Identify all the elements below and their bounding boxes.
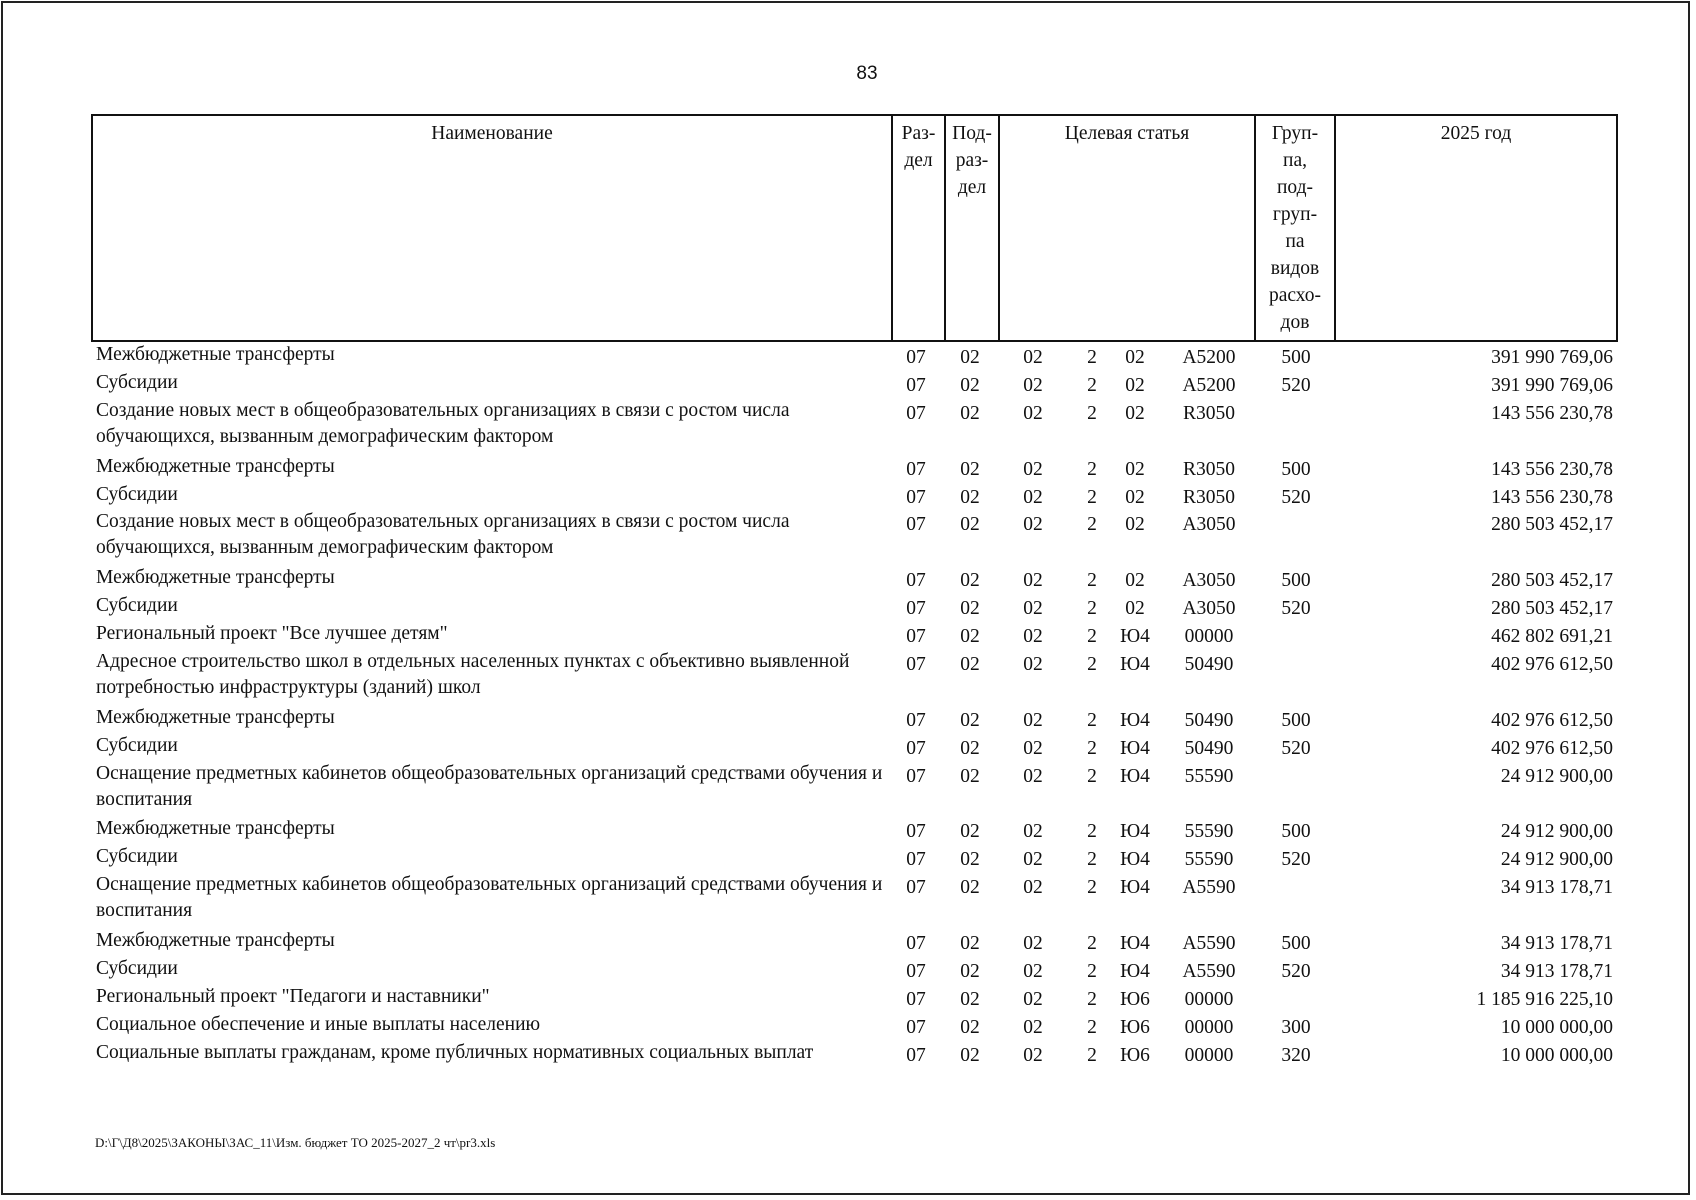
row-target-code: 55590 (1184, 765, 1234, 787)
header-razdel-text: Раз- дел (901, 123, 936, 171)
row-target-type: 2 (1087, 374, 1097, 396)
row-podrazdel: 02 (960, 709, 980, 731)
row-amount: 34 913 178,71 (1500, 960, 1613, 982)
row-name: Субсидии (96, 371, 178, 393)
row-target-project: 02 (1125, 570, 1145, 592)
row-razdel: 07 (906, 932, 926, 954)
row-target-project: Ю6 (1120, 988, 1150, 1010)
header-razdel (891, 116, 944, 340)
row-podrazdel: 02 (960, 988, 980, 1010)
row-target-program: 02 (1023, 626, 1043, 647)
row-expense-group: 500 (1281, 458, 1311, 480)
row-podrazdel: 02 (960, 1044, 980, 1066)
row-name: Межбюджетные трансферты (96, 344, 335, 365)
row-amount: 280 503 452,17 (1491, 570, 1613, 592)
row-podrazdel: 02 (960, 347, 980, 368)
row-razdel: 07 (906, 374, 926, 396)
row-target-project: Ю4 (1120, 849, 1150, 871)
row-target-type: 2 (1087, 1044, 1097, 1066)
row-target-type: 2 (1087, 514, 1097, 536)
row-target-code: А5590 (1182, 932, 1236, 954)
row-target-project: 02 (1125, 347, 1145, 368)
row-name: Региональный проект "Все лучшее детям" (96, 623, 448, 644)
row-razdel: 07 (906, 765, 926, 787)
row-expense-group: 500 (1281, 347, 1311, 368)
row-target-type: 2 (1087, 821, 1097, 843)
row-name: Создание новых мест в общеобразовательных организациях в связи с ростом числа обучающихся, вызванным демографическим фактором (96, 399, 790, 447)
row-target-program: 02 (1023, 347, 1043, 368)
row-target-code: А3050 (1182, 598, 1236, 620)
row-razdel: 07 (906, 709, 926, 731)
row-podrazdel: 02 (960, 598, 980, 620)
row-target-project: 02 (1125, 486, 1145, 508)
row-razdel: 07 (906, 486, 926, 508)
row-name: Межбюджетные трансферты (96, 818, 335, 840)
row-target-type: 2 (1087, 598, 1097, 620)
header-podrazdel (944, 116, 998, 340)
row-target-program: 02 (1023, 765, 1043, 787)
row-name: Социальное обеспечение и иные выплаты населению (96, 1013, 541, 1035)
row-name: Субсидии (96, 595, 178, 617)
row-amount: 24 912 900,00 (1500, 849, 1613, 871)
row-target-program: 02 (1023, 737, 1043, 759)
row-razdel: 07 (906, 849, 926, 871)
row-amount: 462 802 691,21 (1491, 626, 1613, 647)
header-name: Наименование (431, 123, 553, 144)
row-expense-group: 520 (1281, 598, 1311, 620)
row-amount: 143 556 230,78 (1491, 402, 1613, 424)
row-expense-group: 500 (1281, 932, 1311, 954)
row-target-type: 2 (1087, 486, 1097, 508)
row-name: Субсидии (96, 957, 178, 979)
row-target-type: 2 (1087, 960, 1097, 982)
row-podrazdel: 02 (960, 570, 980, 592)
row-target-code: 00000 (1184, 626, 1234, 647)
row-expense-group: 320 (1281, 1044, 1311, 1066)
row-target-code: 50490 (1184, 653, 1234, 675)
row-amount: 24 912 900,00 (1500, 765, 1613, 787)
row-name: Создание новых мест в общеобразовательных организациях в связи с ростом числа обучающихся, вызванным демографическим фактором (96, 511, 790, 559)
row-target-project: Ю4 (1120, 821, 1150, 843)
row-target-code: 50490 (1184, 737, 1234, 759)
row-target-type: 2 (1087, 849, 1097, 871)
row-amount: 391 990 769,06 (1491, 374, 1613, 396)
row-target-program: 02 (1023, 486, 1043, 508)
row-name: Субсидии (96, 734, 178, 756)
row-podrazdel: 02 (960, 402, 980, 424)
row-target-code: 50490 (1184, 709, 1234, 731)
row-expense-group: 500 (1281, 821, 1311, 843)
row-podrazdel: 02 (960, 653, 980, 675)
row-razdel: 07 (906, 347, 926, 368)
row-target-code: А3050 (1182, 514, 1236, 536)
row-razdel: 07 (906, 458, 926, 480)
row-target-project: 02 (1125, 374, 1145, 396)
row-amount: 391 990 769,06 (1491, 347, 1613, 368)
row-razdel: 07 (906, 737, 926, 759)
row-target-type: 2 (1087, 653, 1097, 675)
header-target: Целевая статья (998, 116, 1254, 340)
header-year: 2025 год (1334, 116, 1616, 340)
row-amount: 402 976 612,50 (1491, 653, 1613, 675)
row-target-project: Ю4 (1120, 877, 1150, 899)
row-name: Субсидии (96, 483, 178, 505)
row-target-project: Ю6 (1120, 1016, 1150, 1038)
row-name: Межбюджетные трансферты (96, 929, 335, 951)
row-razdel: 07 (906, 514, 926, 536)
row-target-type: 2 (1087, 709, 1097, 731)
row-podrazdel: 02 (960, 737, 980, 759)
row-podrazdel: 02 (960, 374, 980, 396)
row-target-type: 2 (1087, 1016, 1097, 1038)
row-amount: 10 000 000,00 (1500, 1044, 1613, 1066)
row-amount: 1 185 916 225,10 (1476, 988, 1613, 1010)
row-target-program: 02 (1023, 1016, 1043, 1038)
row-target-code: R3050 (1182, 402, 1235, 424)
header-group-text: Груп- па, под- груп- па видов расхо- дов (1268, 123, 1322, 333)
row-target-code: А5200 (1182, 374, 1236, 396)
row-target-program: 02 (1023, 514, 1043, 536)
row-amount: 280 503 452,17 (1491, 514, 1613, 536)
row-amount: 402 976 612,50 (1491, 709, 1613, 731)
row-target-program: 02 (1023, 458, 1043, 480)
row-target-project: 02 (1125, 598, 1145, 620)
row-razdel: 07 (906, 821, 926, 843)
row-name: Субсидии (96, 846, 178, 868)
row-target-code: 55590 (1184, 849, 1234, 871)
row-target-project: Ю4 (1120, 709, 1150, 731)
row-razdel: 07 (906, 653, 926, 675)
row-target-program: 02 (1023, 570, 1043, 592)
row-podrazdel: 02 (960, 765, 980, 787)
row-amount: 34 913 178,71 (1500, 932, 1613, 954)
document-page (1, 1, 1690, 1195)
row-target-project: 02 (1125, 402, 1145, 424)
row-target-code: 00000 (1184, 1016, 1234, 1038)
row-expense-group: 520 (1281, 486, 1311, 508)
row-target-type: 2 (1087, 402, 1097, 424)
row-target-project: 02 (1125, 514, 1145, 536)
row-target-program: 02 (1023, 709, 1043, 731)
row-target-program: 02 (1023, 1044, 1043, 1066)
row-expense-group: 520 (1281, 960, 1311, 982)
row-name: Адресное строительство школ в отдельных населенных пунктах с объективно выявленной потребностью инфраструктуры (зданий) школ (96, 650, 850, 698)
row-target-code: А5590 (1182, 960, 1236, 982)
row-amount: 402 976 612,50 (1491, 737, 1613, 759)
row-razdel: 07 (906, 626, 926, 647)
row-name: Оснащение предметных кабинетов общеобразовательных организаций средствами обучения и воспитания (96, 762, 883, 810)
row-target-type: 2 (1087, 570, 1097, 592)
row-target-type: 2 (1087, 765, 1097, 787)
row-podrazdel: 02 (960, 626, 980, 647)
row-target-project: Ю4 (1120, 653, 1150, 675)
row-razdel: 07 (906, 1016, 926, 1038)
row-target-code: R3050 (1182, 458, 1235, 480)
row-podrazdel: 02 (960, 486, 980, 508)
row-target-type: 2 (1087, 347, 1097, 368)
row-amount: 24 912 900,00 (1500, 821, 1613, 843)
row-razdel: 07 (906, 598, 926, 620)
row-target-project: 02 (1125, 458, 1145, 480)
row-target-program: 02 (1023, 932, 1043, 954)
row-razdel: 07 (906, 877, 926, 899)
row-podrazdel: 02 (960, 960, 980, 982)
row-razdel: 07 (906, 402, 926, 424)
row-name: Региональный проект "Педагоги и наставники" (96, 985, 490, 1007)
row-target-type: 2 (1087, 932, 1097, 954)
row-podrazdel: 02 (960, 821, 980, 843)
row-razdel: 07 (906, 960, 926, 982)
row-target-code: 55590 (1184, 821, 1234, 843)
row-target-project: Ю4 (1120, 765, 1150, 787)
row-target-type: 2 (1087, 988, 1097, 1010)
row-amount: 10 000 000,00 (1500, 1016, 1613, 1038)
row-target-code: 00000 (1184, 988, 1234, 1010)
row-razdel: 07 (906, 988, 926, 1010)
row-podrazdel: 02 (960, 514, 980, 536)
row-amount: 143 556 230,78 (1491, 458, 1613, 480)
row-target-code: R3050 (1182, 486, 1235, 508)
row-target-type: 2 (1087, 877, 1097, 899)
row-expense-group: 520 (1281, 849, 1311, 871)
row-expense-group: 520 (1281, 737, 1311, 759)
row-target-code: А5200 (1182, 347, 1236, 368)
row-amount: 280 503 452,17 (1491, 598, 1613, 620)
row-target-program: 02 (1023, 877, 1043, 899)
row-expense-group: 500 (1281, 709, 1311, 731)
header-group (1254, 116, 1334, 340)
row-target-program: 02 (1023, 374, 1043, 396)
row-target-program: 02 (1023, 653, 1043, 675)
footer-file-path: D:\Г\Д8\2025\ЗАКОНЫ\ЗАС_11\Изм. бюджет ТО 2025-2027_2 чт\pr3.xls (95, 1135, 496, 1150)
row-razdel: 07 (906, 570, 926, 592)
row-razdel: 07 (906, 1044, 926, 1066)
row-name: Межбюджетные трансферты (96, 455, 335, 477)
row-name: Межбюджетные трансферты (96, 706, 335, 728)
row-podrazdel: 02 (960, 458, 980, 480)
row-expense-group: 520 (1281, 374, 1311, 396)
row-target-project: Ю4 (1120, 960, 1150, 982)
table-header (91, 114, 1618, 342)
row-podrazdel: 02 (960, 849, 980, 871)
row-name: Межбюджетные трансферты (96, 567, 335, 589)
row-name: Социальные выплаты гражданам, кроме публичных нормативных социальных выплат (96, 1041, 814, 1063)
row-target-type: 2 (1087, 737, 1097, 759)
row-podrazdel: 02 (960, 877, 980, 899)
row-target-code: А3050 (1182, 570, 1236, 592)
header-podrazdel-text: Под- раз- дел (952, 123, 992, 198)
row-target-program: 02 (1023, 821, 1043, 843)
row-target-program: 02 (1023, 598, 1043, 620)
row-amount: 34 913 178,71 (1500, 877, 1613, 899)
row-podrazdel: 02 (960, 1016, 980, 1038)
row-target-program: 02 (1023, 849, 1043, 871)
row-target-type: 2 (1087, 458, 1097, 480)
row-target-code: А5590 (1182, 877, 1236, 899)
row-target-project: Ю4 (1120, 932, 1150, 954)
row-target-program: 02 (1023, 402, 1043, 424)
row-target-code: 00000 (1184, 1044, 1234, 1066)
row-podrazdel: 02 (960, 932, 980, 954)
row-target-program: 02 (1023, 988, 1043, 1010)
row-target-project: Ю4 (1120, 737, 1150, 759)
row-expense-group: 300 (1281, 1016, 1311, 1038)
page-number: 83 (856, 63, 878, 84)
row-amount: 143 556 230,78 (1491, 486, 1613, 508)
row-name: Оснащение предметных кабинетов общеобразовательных организаций средствами обучения и воспитания (96, 874, 883, 922)
row-target-project: Ю6 (1120, 1044, 1150, 1066)
row-expense-group: 500 (1281, 570, 1311, 592)
row-target-program: 02 (1023, 960, 1043, 982)
row-target-type: 2 (1087, 626, 1097, 647)
row-target-project: Ю4 (1120, 626, 1150, 647)
